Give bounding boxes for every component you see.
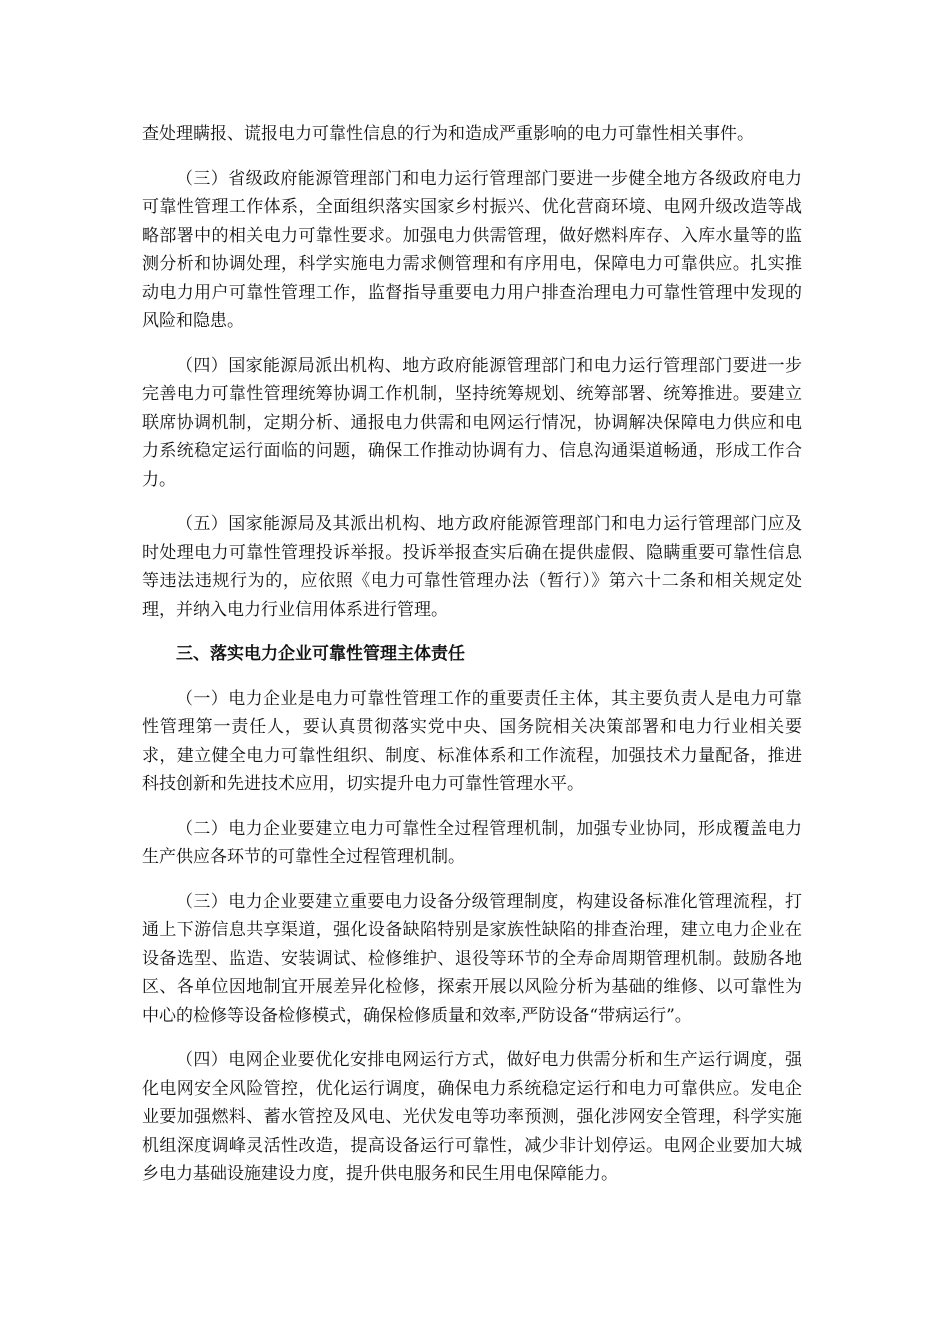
- paragraph-section3-item-4: （四）电网企业要优化安排电网运行方式，做好电力供需分析和生产运行调度，强化电网安全风险管控，优化运行调度，确保电力系统稳定运行和电力可靠供应。发电企业要加强燃料、蓄水管控及风电、光伏发电等功率预测，强化涉网安全管理，科学实施机组深度调峰灵活性改造，提高设备运行可靠性，减少非计划停运。电网企业要加大城乡电力基础设施建设力度，提升供电服务和民生用电保障能力。: [142, 1050, 802, 1184]
- paragraph-section3-item-3: （三）电力企业要建立重要电力设备分级管理制度，构建设备标准化管理流程，打通上下游信息共享渠道，强化设备缺陷特别是家族性缺陷的排查治理，建立电力企业在设备选型、监造、安装调试、检修维护、退役等环节的全寿命周期管理机制。鼓励各地区、各单位因地制宜开展差异化检修，探索开展以风险分析为基础的维修、以可靠性为中心的检修等设备检修模式，确保检修质量和效率,严防设备“带病运行”。: [142, 891, 802, 1026]
- section-heading: 三、落实电力企业可靠性管理主体责任: [176, 644, 465, 664]
- document-body: [142, 120, 802, 1205]
- paragraph-item-3-provincial: （三）省级政府能源管理部门和电力运行管理部门要进一步健全地方各级政府电力可靠性管理工作体系，全面组织落实国家乡村振兴、优化营商环境、电网升级改造等战略部署中的相关电力可靠性要求。加强电力供需管理，做好燃料库存、入库水量等的监测分析和协调处理，科学实施电力需求侧管理和有序用电，保障电力可靠供应。扎实推动电力用户可靠性管理工作，监督指导重要电力用户排查治理电力可靠性管理中发现的风险和隐患。: [142, 168, 802, 331]
- paragraph-section3-item-2: （二）电力企业要建立电力可靠性全过程管理机制，加强专业协同，形成覆盖电力生产供应各环节的可靠性全过程管理机制。: [142, 818, 802, 867]
- paragraph-continuation: 查处理瞒报、谎报电力可靠性信息的行为和造成严重影响的电力可靠性相关事件。: [142, 124, 754, 144]
- paragraph-section3-item-1: （一）电力企业是电力可靠性管理工作的重要责任主体，其主要负责人是电力可靠性管理第一责任人，要认真贯彻落实党中央、国务院相关决策部署和电力行业相关要求，建立健全电力可靠性组织、制度、标准体系和工作流程，加强技术力量配备，推进科技创新和先进技术应用，切实提升电力可靠性管理水平。: [142, 688, 802, 794]
- paragraph-item-4-coordination: （四）国家能源局派出机构、地方政府能源管理部门和电力运行管理部门要进一步完善电力可靠性管理统筹协调工作机制，坚持统筹规划、统筹部署、统筹推进。要建立联席协调机制，定期分析、通报电力供需和电网运行情况，协调解决保障电力供应和电力系统稳定运行面临的问题，确保工作推动协调有力、信息沟通渠道畅通，形成工作合力。: [142, 355, 802, 490]
- paragraph-item-5-complaints: （五）国家能源局及其派出机构、地方政府能源管理部门和电力运行管理部门应及时处理电力可靠性管理投诉举报。投诉举报查实后确在提供虚假、隐瞒重要可靠性信息等违法违规行为的，应依照《电力可靠性管理办法（暂行）》第六十二条和相关规定处理，并纳入电力行业信用体系进行管理。: [142, 514, 802, 620]
